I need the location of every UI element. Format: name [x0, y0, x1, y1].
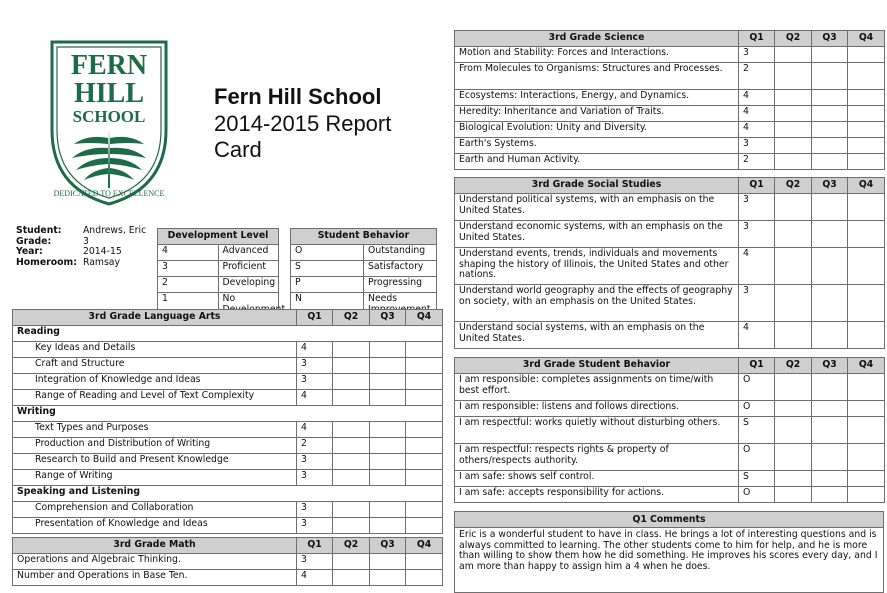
- key-label: No: [218, 293, 279, 317]
- key-code: S: [291, 261, 364, 277]
- skill-label: Motion and Stability: Forces and Interactions.: [455, 47, 739, 63]
- grade-q1: 3: [739, 194, 775, 221]
- q1-comments-box: [454, 511, 884, 593]
- grade-q3: [812, 47, 848, 63]
- skill-label: Range of Writing: [13, 470, 297, 486]
- key-label: Progressing: [364, 277, 437, 293]
- grade-q1: 4: [297, 570, 333, 586]
- grade-q3: [812, 487, 848, 503]
- language-arts-title: 3rd Grade Language Arts: [13, 310, 297, 326]
- grade-q3: [812, 401, 848, 417]
- key-label: Outstanding: [364, 245, 437, 261]
- school-logo: [44, 38, 174, 208]
- grade-q2: [775, 444, 812, 471]
- grade-q2: [333, 438, 370, 454]
- grade-q2: [333, 342, 370, 358]
- grade-q4: [848, 471, 885, 487]
- skill-label: I am responsible: listens and follows directions.: [455, 401, 739, 417]
- grade-q1: 3: [297, 358, 333, 374]
- section-title: Writing: [13, 406, 443, 422]
- grade-q3: [812, 138, 848, 154]
- grade-q1: 3: [739, 285, 775, 322]
- grade-q1: 4: [739, 322, 775, 349]
- grade-q2: [333, 454, 370, 470]
- grade-q2: [333, 570, 370, 586]
- quarter-header-q2: Q2: [333, 538, 370, 554]
- report-title: 2014-2015 Report Card: [214, 111, 392, 162]
- skill-label: Presentation of Knowledge and Ideas: [13, 518, 297, 534]
- grade-q1: 3: [297, 454, 333, 470]
- quarter-header-q4: Q4: [848, 178, 885, 194]
- grade-q4: [406, 554, 443, 570]
- key-row: [158, 261, 279, 277]
- grade-q3: [370, 502, 406, 518]
- table-row: [13, 358, 443, 374]
- skill-label: I am respectful: respects rights & property of others/respects authority.: [455, 444, 739, 471]
- logo-motto: DEDICATED TO EXCELLENCE: [53, 189, 165, 198]
- quarter-header-q4: Q4: [848, 358, 885, 374]
- quarter-header-q1: Q1: [739, 178, 775, 194]
- grade-q1: 4: [297, 390, 333, 406]
- grade-q3: [812, 417, 848, 444]
- skill-label: Understand social systems, with an emphasis on the United States.: [455, 322, 739, 349]
- skill-label: Range of Reading and Level of Text Complexity: [13, 390, 297, 406]
- grade-q3: [370, 374, 406, 390]
- grade-q3: [812, 248, 848, 285]
- table-row: [13, 342, 443, 358]
- skill-label: Biological Evolution: Unity and Diversity.: [455, 122, 739, 138]
- quarter-header-q4: Q4: [406, 310, 443, 326]
- grade-q1: O: [739, 374, 775, 401]
- social-studies-title: 3rd Grade Social Studies: [455, 178, 739, 194]
- skill-label: Key Ideas and Details: [13, 342, 297, 358]
- grade-value: 3: [82, 235, 89, 247]
- quarter-header-q2: Q2: [775, 31, 812, 47]
- skill-label: Understand events, trends, individuals and movements shaping the history of Illinois, the United States and other nations.: [455, 248, 739, 285]
- grade-q3: [370, 570, 406, 586]
- key-row: [291, 261, 437, 277]
- table-row: [455, 248, 885, 285]
- grade-q1: 4: [739, 248, 775, 285]
- table-row: [455, 401, 885, 417]
- science-title: 3rd Grade Science: [455, 31, 739, 47]
- quarter-header-q2: Q2: [775, 178, 812, 194]
- skill-label: From Molecules to Organisms: Structures and Processes.: [455, 63, 739, 90]
- skill-label: Understand political systems, with an emphasis on the United States.: [455, 194, 739, 221]
- key-code: P: [291, 277, 364, 293]
- grade-q4: [848, 154, 885, 170]
- grade-q3: [370, 358, 406, 374]
- grade-q3: [370, 342, 406, 358]
- table-row: [455, 90, 885, 106]
- table-row: [455, 417, 885, 444]
- key-label: Developing: [218, 277, 279, 293]
- skill-label: Comprehension and Collaboration: [13, 502, 297, 518]
- grade-q4: [848, 63, 885, 90]
- grade-q4: [406, 570, 443, 586]
- table-row: [13, 570, 443, 586]
- quarter-header-q3: Q3: [812, 178, 848, 194]
- skill-label: Production and Distribution of Writing: [13, 438, 297, 454]
- grade-q1: 3: [297, 502, 333, 518]
- section-header: [13, 326, 443, 342]
- grade-q1: 3: [739, 138, 775, 154]
- table-row: [455, 471, 885, 487]
- key-row: [291, 277, 437, 293]
- table-row: [13, 518, 443, 534]
- grade-q3: [812, 285, 848, 322]
- key-label: Satisfactory: [364, 261, 437, 277]
- skill-label: Understand economic systems, with an emphasis on the United States.: [455, 221, 739, 248]
- section-header: [13, 406, 443, 422]
- grade-q4: [848, 487, 885, 503]
- skill-label: I am safe: accepts responsibility for actions.: [455, 487, 739, 503]
- logo-word-school: SCHOOL: [72, 107, 146, 126]
- grade-q4: [848, 122, 885, 138]
- table-row: [455, 122, 885, 138]
- skill-label: Research to Build and Present Knowledge: [13, 454, 297, 470]
- grade-q1: O: [739, 401, 775, 417]
- grade-q4: [848, 285, 885, 322]
- grade-q2: [333, 518, 370, 534]
- language-arts-table: [12, 309, 443, 534]
- key-code: 1: [158, 293, 219, 317]
- grade-q2: [775, 47, 812, 63]
- grade-q3: [812, 374, 848, 401]
- key-row: [291, 245, 437, 261]
- table-row: [455, 47, 885, 63]
- year-label: Year:: [16, 246, 43, 257]
- grade-q1: 3: [739, 221, 775, 248]
- skill-label: I am respectful: works quietly without disturbing others.: [455, 417, 739, 444]
- skill-label: I am responsible: completes assignments on time/with best effort.: [455, 374, 739, 401]
- key-row: [158, 277, 279, 293]
- table-row: [455, 154, 885, 170]
- grade-q3: [812, 194, 848, 221]
- grade-q2: [775, 487, 812, 503]
- skill-label: Heredity: Inheritance and Variation of Traits.: [455, 106, 739, 122]
- key-code: 2: [158, 277, 219, 293]
- grade-q1: 3: [739, 47, 775, 63]
- grade-q4: [406, 438, 443, 454]
- student-label: Student:: [16, 225, 62, 236]
- q1-comments-text: Eric is a wonderful student to have in class. He brings a lot of interesting questions and is always committed to learning. The other students come to him for help, and he is more than willing to show them how he did something. He improves his scores every day, and I am more than happy to assign him a 4 when he does.: [459, 529, 878, 572]
- key-code: O: [291, 245, 364, 261]
- grade-q4: [848, 90, 885, 106]
- key-code: 3: [158, 261, 219, 277]
- grade-q2: [333, 554, 370, 570]
- grade-q4: [848, 194, 885, 221]
- grade-q2: [333, 374, 370, 390]
- table-row: [455, 444, 885, 471]
- grade-q1: 4: [297, 342, 333, 358]
- skill-label: Earth and Human Activity.: [455, 154, 739, 170]
- grade-q4: [406, 422, 443, 438]
- grade-q1: S: [739, 471, 775, 487]
- grade-q1: O: [739, 487, 775, 503]
- grade-q2: [775, 285, 812, 322]
- table-row: [455, 285, 885, 322]
- grade-q4: [848, 444, 885, 471]
- grade-q4: [406, 358, 443, 374]
- school-name: Fern Hill School: [214, 84, 382, 109]
- grade-label: Grade:: [16, 235, 52, 247]
- skill-label: I am safe: shows self control.: [455, 471, 739, 487]
- logo-word-fern: FERN: [70, 50, 148, 81]
- skill-label: Text Types and Purposes: [13, 422, 297, 438]
- table-row: [455, 138, 885, 154]
- grade-q3: [812, 63, 848, 90]
- math-title: 3rd Grade Math: [13, 538, 297, 554]
- table-row: [13, 390, 443, 406]
- quarter-header-q3: Q3: [370, 310, 406, 326]
- grade-q2: [775, 374, 812, 401]
- grade-q2: [775, 471, 812, 487]
- quarter-header-q4: Q4: [848, 31, 885, 47]
- year-value: 2014-15: [82, 246, 122, 257]
- grade-q4: [406, 342, 443, 358]
- grade-q4: [406, 390, 443, 406]
- skill-label: Number and Operations in Base Ten.: [13, 570, 297, 586]
- development-level-key: [157, 228, 279, 317]
- quarter-header-q2: Q2: [775, 358, 812, 374]
- grade-q2: [333, 470, 370, 486]
- key-row: [158, 245, 279, 261]
- table-row: [13, 438, 443, 454]
- grade-q3: [370, 554, 406, 570]
- table-row: [13, 470, 443, 486]
- grade-q2: [775, 154, 812, 170]
- grade-q4: [848, 248, 885, 285]
- skill-label: Earth's Systems.: [455, 138, 739, 154]
- social-studies-table: [454, 177, 885, 349]
- grade-q3: [812, 221, 848, 248]
- table-row: [455, 106, 885, 122]
- quarter-header-q1: Q1: [297, 310, 333, 326]
- quarter-header-q3: Q3: [370, 538, 406, 554]
- table-row: [13, 422, 443, 438]
- table-row: [13, 374, 443, 390]
- grade-q3: [812, 106, 848, 122]
- table-row: [455, 63, 885, 90]
- grade-q2: [333, 390, 370, 406]
- grade-q1: 3: [297, 554, 333, 570]
- grade-q4: [406, 454, 443, 470]
- grade-q2: [775, 248, 812, 285]
- quarter-header-q2: Q2: [333, 310, 370, 326]
- table-row: [455, 374, 885, 401]
- key-code: N: [291, 293, 364, 317]
- grade-q3: [812, 444, 848, 471]
- development-level-title: Development Level: [158, 229, 279, 245]
- grade-q4: [848, 47, 885, 63]
- skill-label: Ecosystems: Interactions, Energy, and Dynamics.: [455, 90, 739, 106]
- math-table: [12, 537, 443, 586]
- grade-q1: 4: [739, 106, 775, 122]
- table-row: [13, 554, 443, 570]
- grade-q4: [406, 518, 443, 534]
- behavior-table: [454, 357, 885, 503]
- section-title: Speaking and Listening: [13, 486, 443, 502]
- grade-q1: O: [739, 444, 775, 471]
- grade-q3: [370, 518, 406, 534]
- table-row: [455, 194, 885, 221]
- grade-q2: [333, 422, 370, 438]
- grade-q2: [775, 221, 812, 248]
- grade-q3: [812, 90, 848, 106]
- quarter-header-q3: Q3: [812, 31, 848, 47]
- grade-q4: [848, 106, 885, 122]
- logo-word-hill: HILL: [73, 78, 145, 109]
- grade-q4: [848, 374, 885, 401]
- grade-q3: [812, 122, 848, 138]
- grade-q1: 4: [297, 422, 333, 438]
- grade-q2: [333, 358, 370, 374]
- grade-q4: [406, 502, 443, 518]
- key-label: Needs: [364, 293, 437, 317]
- grade-q1: 2: [739, 63, 775, 90]
- q1-comments-title: Q1 Comments: [455, 512, 883, 528]
- grade-q4: [848, 401, 885, 417]
- grade-q2: [775, 194, 812, 221]
- student-info: [16, 226, 152, 268]
- skill-label: Craft and Structure: [13, 358, 297, 374]
- grade-q2: [775, 106, 812, 122]
- skill-label: Operations and Algebraic Thinking.: [13, 554, 297, 570]
- table-row: [13, 454, 443, 470]
- grade-q1: 2: [739, 154, 775, 170]
- grade-q2: [333, 502, 370, 518]
- grade-q3: [370, 422, 406, 438]
- table-row: [455, 487, 885, 503]
- grade-q4: [406, 374, 443, 390]
- skill-label: Integration of Knowledge and Ideas: [13, 374, 297, 390]
- grade-q4: [848, 221, 885, 248]
- grade-q1: 3: [297, 518, 333, 534]
- section-title: Reading: [13, 326, 443, 342]
- grade-q3: [370, 454, 406, 470]
- grade-q2: [775, 417, 812, 444]
- grade-q3: [812, 154, 848, 170]
- student-behavior-key-title: Student Behavior: [291, 229, 437, 245]
- grade-q1: 4: [739, 122, 775, 138]
- homeroom-value: Ramsay: [82, 256, 120, 268]
- grade-q3: [812, 471, 848, 487]
- grade-q4: [406, 470, 443, 486]
- student-behavior-key: [290, 228, 437, 317]
- key-code: 4: [158, 245, 219, 261]
- quarter-header-q4: Q4: [406, 538, 443, 554]
- quarter-header-q3: Q3: [812, 358, 848, 374]
- table-row: [455, 322, 885, 349]
- grade-q1: 4: [739, 90, 775, 106]
- science-table: [454, 30, 885, 170]
- grade-q1: 3: [297, 374, 333, 390]
- grade-q3: [370, 438, 406, 454]
- quarter-header-q1: Q1: [739, 358, 775, 374]
- grade-q3: [812, 322, 848, 349]
- grade-q2: [775, 90, 812, 106]
- grade-q2: [775, 138, 812, 154]
- quarter-header-q1: Q1: [297, 538, 333, 554]
- grade-q1: 3: [297, 470, 333, 486]
- behavior-title: 3rd Grade Student Behavior: [455, 358, 739, 374]
- key-label: Advanced: [218, 245, 279, 261]
- table-row: [455, 221, 885, 248]
- skill-label: Understand world geography and the effects of geography on society, with an emphasis on the United States.: [455, 285, 739, 322]
- grade-q3: [370, 470, 406, 486]
- grade-q2: [775, 401, 812, 417]
- grade-q3: [370, 390, 406, 406]
- grade-q1: S: [739, 417, 775, 444]
- grade-q1: 2: [297, 438, 333, 454]
- grade-q4: [848, 322, 885, 349]
- quarter-header-q1: Q1: [739, 31, 775, 47]
- table-row: [13, 502, 443, 518]
- grade-q2: [775, 122, 812, 138]
- section-header: [13, 486, 443, 502]
- grade-q2: [775, 322, 812, 349]
- grade-q2: [775, 63, 812, 90]
- homeroom-label: Homeroom:: [16, 256, 77, 268]
- key-label: Proficient: [218, 261, 279, 277]
- grade-q4: [848, 138, 885, 154]
- student-value: Andrews, Eric: [82, 225, 147, 236]
- grade-q4: [848, 417, 885, 444]
